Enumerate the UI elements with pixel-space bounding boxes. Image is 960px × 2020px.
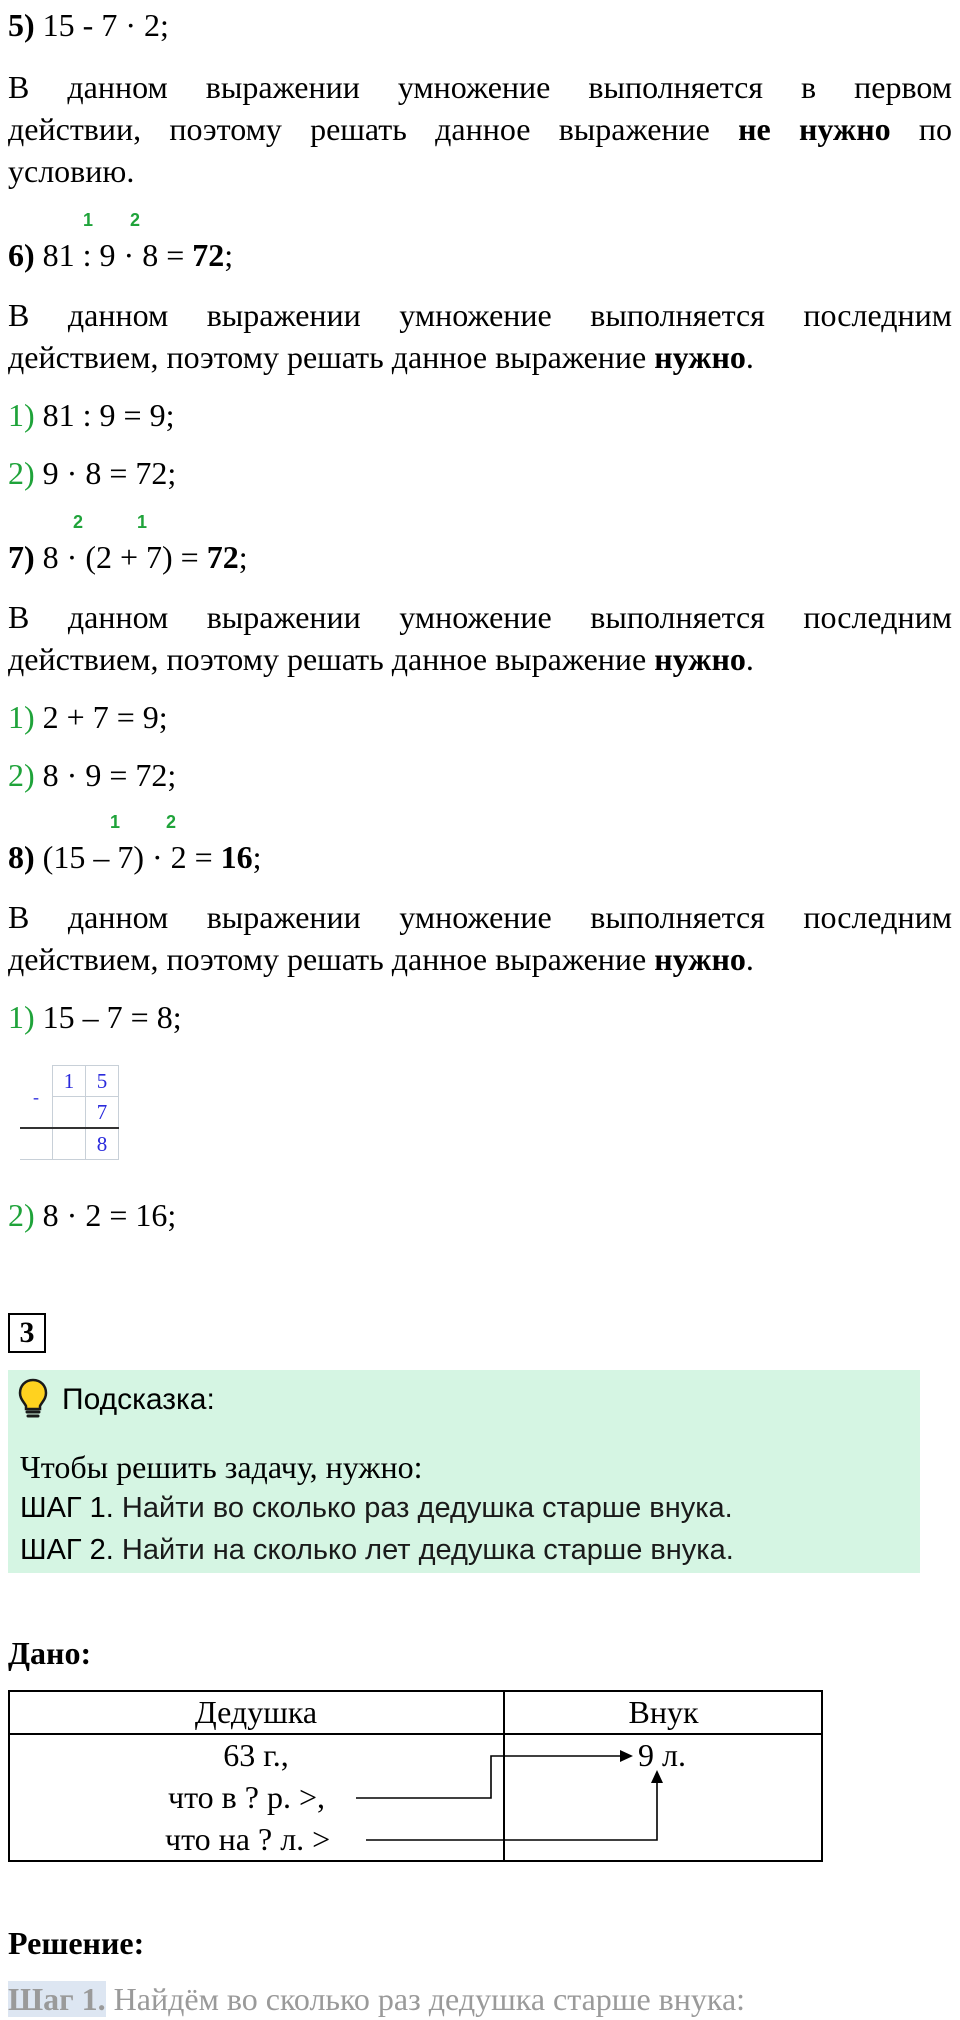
calc-op-cell: - [20,1066,53,1129]
col-grandfather: Дедушка [194,1694,318,1730]
ex7-text-line2: действием, поэтому решать данное выражение нужно. [8,641,754,677]
calc-empty-cell [53,1128,86,1160]
ex5-text-line3: условию. [8,153,135,189]
solution-label: Решение: [8,1925,145,1961]
given-table [8,1690,823,1862]
given-label: Дано: [8,1635,92,1671]
calc-digit: 5 [86,1066,119,1097]
ex7-step1: 1) 2 + 7 = 9; [8,699,168,735]
calc-result-digit: 8 [86,1128,119,1160]
task-number-box: 3 [8,1313,46,1353]
ex7-heading: 7) 8 · (2 + 7) = 72; [8,539,248,575]
calc-empty-cell [20,1128,53,1160]
calc-digit: 1 [53,1066,86,1097]
ex7-text-line1: В данном выражении умножение выполняется последним [8,599,952,635]
ex7-order-2: 2 [73,512,84,532]
ex8-step2: 2) 8 · 2 = 16; [8,1197,177,1233]
lightbulb-icon [18,1378,48,1420]
hint-step2: ШАГ 2. Найти на сколько лет дедушка старше внука. [20,1534,734,1566]
ex6-order-1: 1 [83,210,94,230]
hint-intro: Чтобы решить задачу, нужно: [20,1449,423,1485]
ex6-text-line2: действием, поэтому решать данное выражение нужно. [8,339,754,375]
ex8-text-line2: действием, поэтому решать данное выражение нужно. [8,941,754,977]
ex8-order-1: 1 [110,812,121,832]
calc-empty-cell [53,1097,86,1129]
grandson-age: 9 л. [638,1737,686,1773]
ex7-order-1: 1 [137,512,148,532]
ex6-order-2: 2 [130,210,141,230]
hint-title: Подсказка: [62,1383,215,1416]
ex8-heading: 8) (15 – 7) · 2 = 16; [8,839,262,875]
grandfather-age: 63 г., [223,1737,289,1773]
column-subtraction [20,1065,119,1160]
hint-box [8,1370,920,1573]
ex6-step1: 1) 81 : 9 = 9; [8,397,175,433]
ex8-text-line1: В данном выражении умножение выполняется последним [8,899,952,935]
ex7-step2: 2) 8 · 9 = 72; [8,757,177,793]
ex8-order-2: 2 [166,812,177,832]
ex6-text-line1: В данном выражении умножение выполняется последним [8,297,952,333]
ex5-text-line2: действии, поэтому решать данное выражение не нужно по [8,111,953,147]
solution-step1: Шаг 1. Найдём во сколько раз дедушка старше внука: [8,1981,746,2017]
ex6-heading: 6) 81 : 9 · 8 = 72; [8,237,234,273]
ex8-step1: 1) 15 – 7 = 8; [8,999,182,1035]
ex5-text-line1: В данном выражении умножение выполняется в первом [8,69,952,105]
hint-step1: ШАГ 1. Найти во сколько раз дедушка старше внука. [20,1492,733,1524]
col-grandson: Внук [628,1694,699,1730]
ex5-heading: 5) 15 - 7 · 2; [8,7,169,43]
ex6-step2: 2) 9 · 8 = 72; [8,455,177,491]
calc-digit: 7 [86,1097,119,1129]
times-older-question: что в ? р. >, [168,1779,326,1815]
years-older-question: что на ? л. > [165,1821,331,1857]
